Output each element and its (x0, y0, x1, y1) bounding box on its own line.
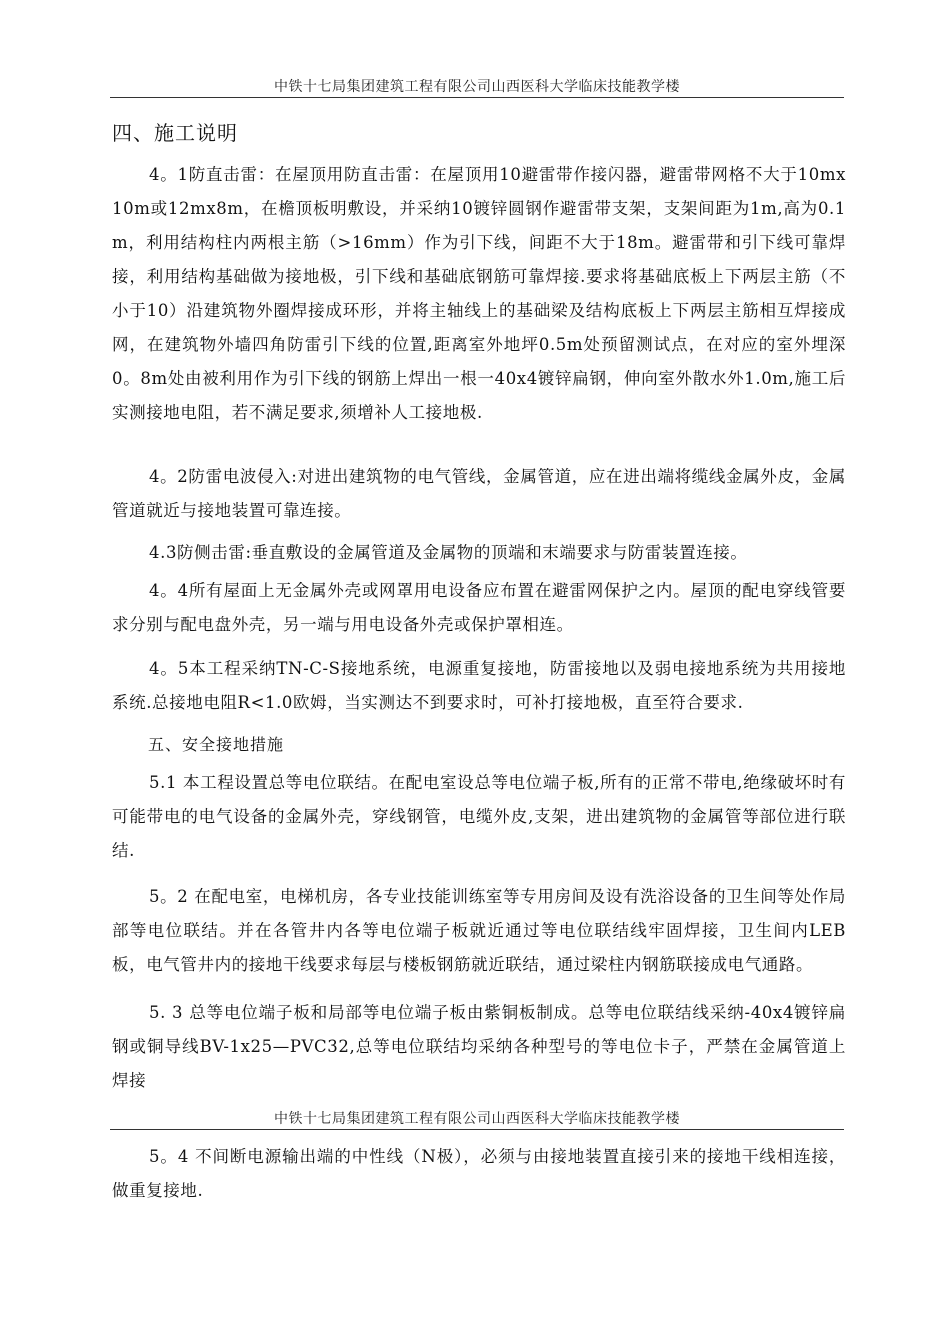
section-title: 四、施工说明 (112, 121, 238, 145)
section-title: 五、安全接地措施 (148, 735, 285, 754)
header-rule (110, 1129, 844, 1130)
paragraph-5-3: 5. 3 总等电位端子板和局部等电位端子板由紫铜板制成。总等电位联结线采纳-40x4镀锌扁钢或铜导线BV-1x25—PVC32,总等电位联结均采纳各种型号的等电位卡子，严禁在金属管道上焊接 (112, 1003, 846, 1090)
paragraph-4-2: 4。2防雷电波侵入:对进出建筑物的电气管线，金属管道，应在进出端将缆线金属外皮，金属管道就近与接地装置可靠连接。 (112, 467, 846, 520)
paragraph-4-1: 4。1防直击雷：在屋顶用防直击雷：在屋顶用10避雷带作接闪器，避雷带网格不大于10mx10m或12mx8m，在檐顶板明敷设，并采纳10镀锌圆钢作避雷带支架，支架间距为1m,高为0.1m，利用结构柱内两根主筋（>16mm）作为引下线，间距不大于18m。避雷带和引下线可靠焊接，利用结构基础做为接地极，引下线和基础底钢筋可靠焊接.要求将基础底板上下两层主筋（不小于10）沿建筑物外圈焊接成环形，并将主轴线上的基础梁及结构底板上下两层主筋相互焊接成网，在建筑物外墙四角防雷引下线的位置,距离室外地坪0.5m处预留测试点，在对应的室外埋深0。8m处由被利用作为引下线的钢筋上焊出一根一40x4镀锌扁钢，伸向室外散水外1.0m,施工后实测接地电阻，若不满足要求,须增补人工接地极. (112, 165, 846, 422)
paragraph-5-1: 5.1 本工程设置总等电位联结。在配电室设总等电位端子板,所有的正常不带电,绝缘破坏时有可能带电的电气设备的金属外壳，穿线钢管，电缆外皮,支架，进出建筑物的金属管等部位进行联结. (112, 773, 846, 860)
paragraph-4-3: 4.3防侧击雷:垂直敷设的金属管道及金属物的顶端和末端要求与防雷装置连接。 (149, 543, 748, 562)
running-header: 中铁十七局集团建筑工程有限公司山西医科大学临床技能教学楼 (274, 79, 680, 95)
running-header: 中铁十七局集团建筑工程有限公司山西医科大学临床技能教学楼 (274, 1111, 680, 1127)
paragraph-5-4: 5。4 不间断电源输出端的中性线（N极），必须与由接地装置直接引来的接地干线相连接，做重复接地. (112, 1147, 846, 1200)
paragraph-4-4: 4。4所有屋面上无金属外壳或网罩用电设备应布置在避雷网保护之内。屋顶的配电穿线管要求分别与配电盘外壳，另一端与用电设备外壳或保护罩相连。 (112, 581, 846, 634)
header-rule (110, 97, 844, 98)
paragraph-5-2: 5。2 在配电室，电梯机房，各专业技能训练室等专用房间及设有洗浴设备的卫生间等处作局部等电位联结。并在各管井内各等电位端子板就近通过等电位联结线牢固焊接，卫生间内LEB板，电气管井内的接地干线要求每层与楼板钢筋就近联结，通过梁柱内钢筋联接成电气通路。 (112, 887, 846, 974)
paragraph-4-5: 4。5本工程采纳TN-C-S接地系统，电源重复接地，防雷接地以及弱电接地系统为共用接地系统.总接地电阻R<1.0欧姆，当实测达不到要求时，可补打接地极，直至符合要求. (112, 659, 846, 712)
